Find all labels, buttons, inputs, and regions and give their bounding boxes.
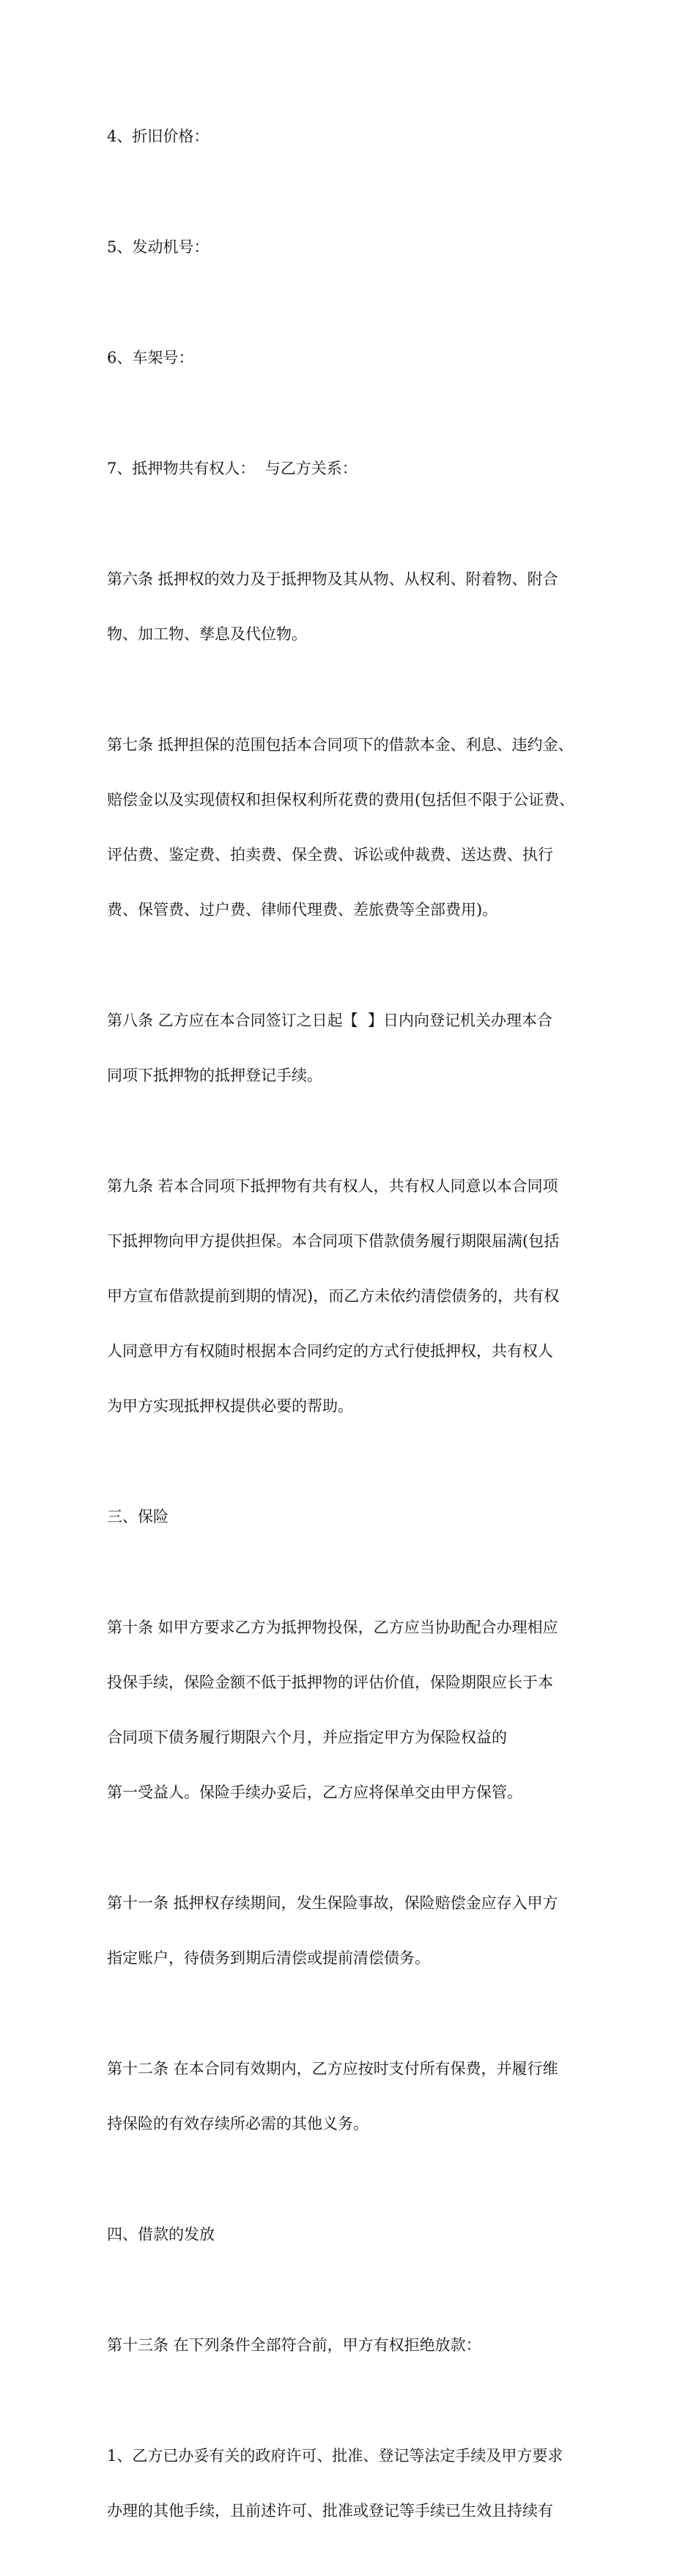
text-line: 人同意甲方有权随时根据本合同约定的方式行使抵押权，共有权人	[107, 1342, 553, 1360]
text-line: 第九条 若本合同项下抵押物有共有权人，共有权人同意以本合同项	[107, 1177, 558, 1195]
text-line: 办理的其他手续，且前述许可、批准或登记等手续已生效且持续有	[107, 2502, 553, 2520]
text-line: 四、借款的发放	[107, 2226, 215, 2243]
text-line: 甲方宣布借款提前到期的情况)，而乙方未依约清偿债务的，共有权	[107, 1287, 560, 1305]
article-8	[107, 975, 594, 1122]
text-line: 7、抵押物共有权人： 与乙方关系：	[107, 460, 358, 477]
article-11	[107, 1858, 594, 2004]
article-7	[107, 699, 594, 956]
article-9	[107, 1141, 594, 1452]
section-heading-loan-disbursement	[107, 2189, 594, 2281]
paragraph-depreciation-price	[107, 91, 594, 183]
text-line: 第十二条 在本合同有效期内，乙方应按时支付所有保费，并履行维	[107, 2060, 558, 2078]
paragraph-engine-number	[107, 202, 594, 293]
text-line: 第十三条 在下列条件全部符合前，甲方有权拒绝放款：	[107, 2336, 481, 2354]
text-line: 合同项下债务履行期限六个月，并应指定甲方为保险权益的	[107, 1729, 507, 1746]
article-6	[107, 534, 594, 680]
condition-1	[107, 2410, 594, 2557]
text-line: 第十一条 抵押权存续期间，发生保险事故，保险赔偿金应存入甲方	[107, 1894, 558, 1912]
text-line: 第一受益人。保险手续办妥后，乙方应将保单交由甲方保管。	[107, 1784, 522, 1801]
section-heading-insurance	[107, 1471, 594, 1563]
text-line: 为甲方实现抵押权提供必要的帮助。	[107, 1397, 353, 1415]
text-line: 持保险的有效存续所必需的其他义务。	[107, 2115, 369, 2132]
text-line: 第八条 乙方应在本合同签订之日起【 】日内向登记机关办理本合	[107, 1012, 553, 1029]
article-13	[107, 2300, 594, 2391]
article-10	[107, 1582, 594, 1839]
text-line: 同项下抵押物的抵押登记手续。	[107, 1067, 322, 1084]
text-line: 第七条 抵押担保的范围包括本合同项下的借款本金、利息、违约金、	[107, 736, 574, 754]
text-line: 赔偿金以及实现债权和担保权利所花费的费用(包括但不限于公证费、	[107, 791, 575, 809]
text-line: 1、乙方已办妥有关的政府许可、批准、登记等法定手续及甲方要求	[107, 2447, 563, 2465]
text-line: 评估费、鉴定费、拍卖费、保全费、诉讼或仲裁费、送达费、执行	[107, 846, 553, 864]
paragraph-frame-number	[107, 312, 594, 404]
text-line: 第六条 抵押权的效力及于抵押物及其从物、从权利、附着物、附合	[107, 570, 558, 588]
text-line: 5、发动机号：	[107, 238, 210, 256]
text-line: 下抵押物向甲方提供担保。本合同项下借款债务履行期限届满(包括	[107, 1232, 560, 1250]
document-body	[107, 91, 594, 2576]
text-line: 三、保险	[107, 1508, 169, 1526]
article-12	[107, 2023, 594, 2170]
text-line: 物、加工物、孳息及代位物。	[107, 625, 307, 643]
text-line: 费、保管费、过户费、律师代理费、差旅费等全部费用)。	[107, 901, 498, 919]
text-line: 第十条 如甲方要求乙方为抵押物投保，乙方应当协助配合办理相应	[107, 1619, 558, 1636]
text-line: 投保手续，保险金额不低于抵押物的评估价值，保险期限应长于本	[107, 1674, 553, 1691]
paragraph-co-owner	[107, 423, 594, 515]
text-line: 指定账户，待债务到期后清偿或提前清偿债务。	[107, 1949, 430, 1967]
text-line: 4、折旧价格：	[107, 128, 210, 145]
text-line: 6、车架号：	[107, 349, 194, 367]
